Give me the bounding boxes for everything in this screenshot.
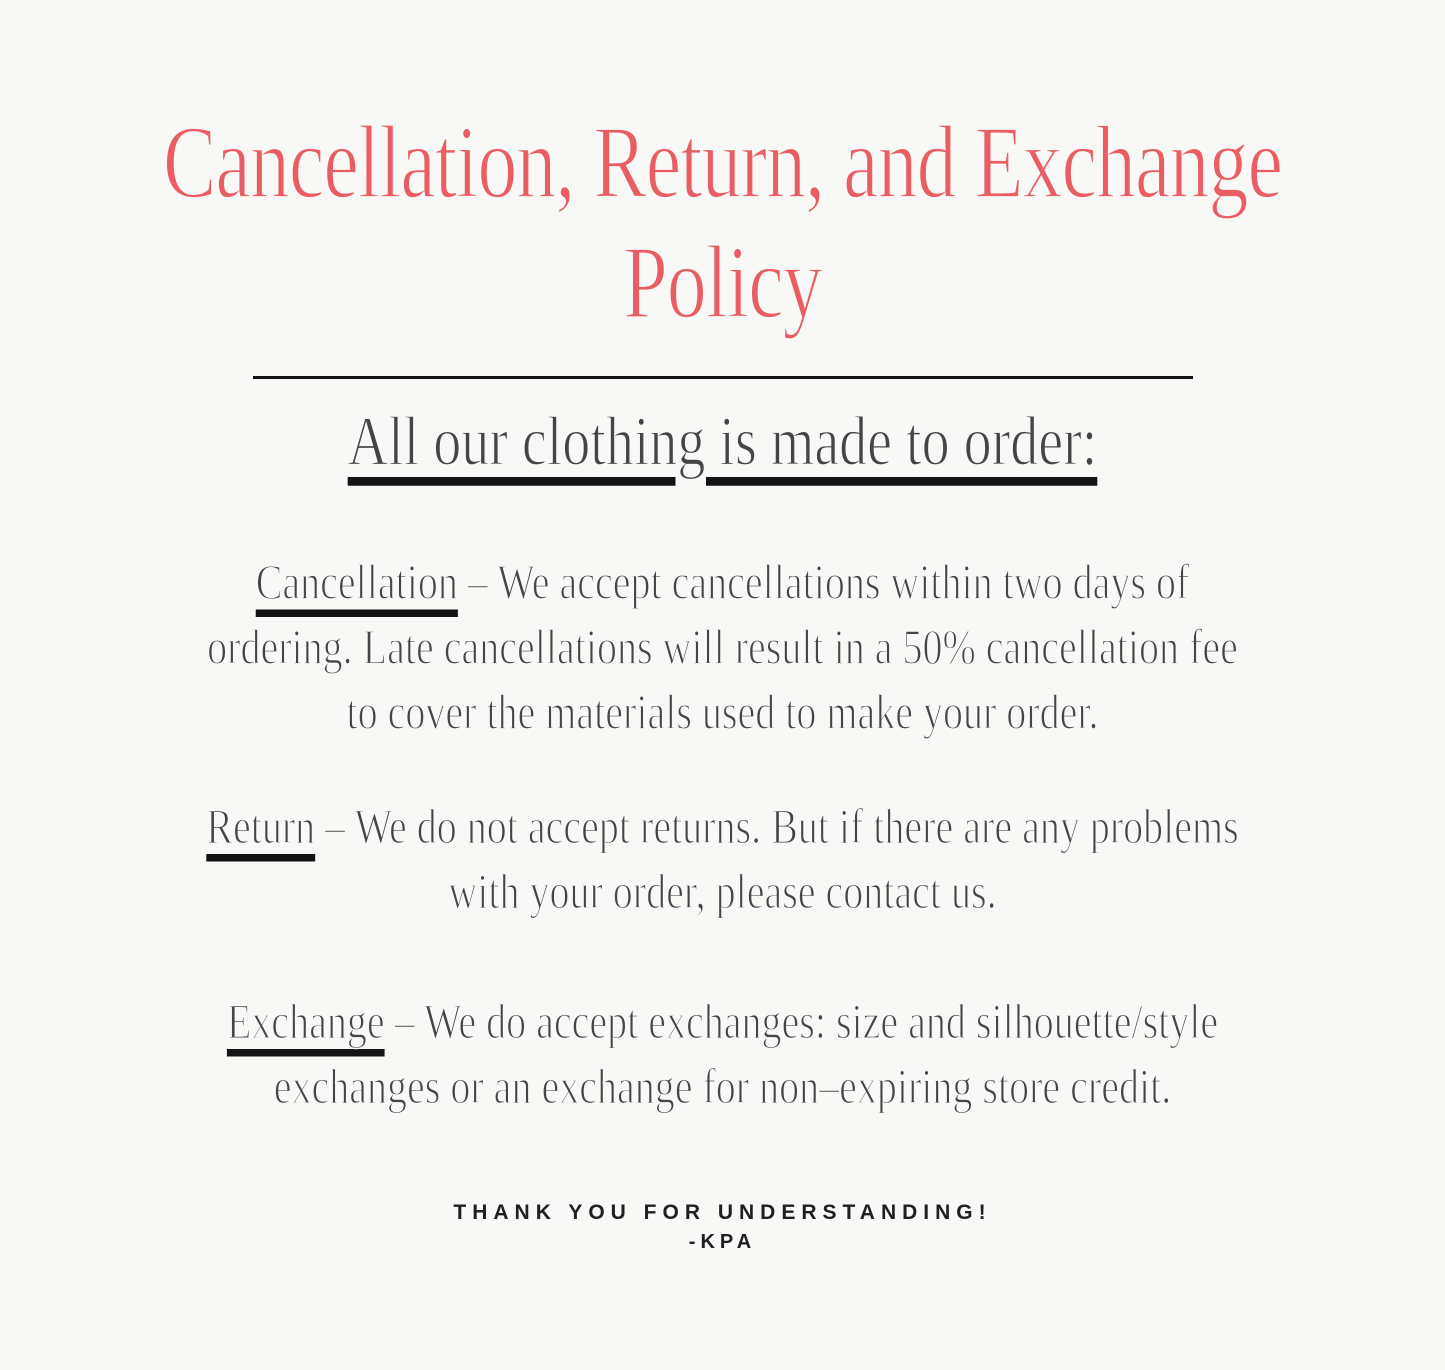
title-line-2: Policy <box>623 225 822 341</box>
page-title <box>0 0 1445 343</box>
footer-signature: -KPA <box>688 1231 757 1253</box>
policy-paragraph-return <box>53 794 1393 924</box>
return-line-2: with your order, please contact us. <box>448 862 997 919</box>
title-divider <box>253 376 1193 379</box>
exchange-line-2: exchanges or an exchange for non–expiring store credit. <box>273 1057 1172 1114</box>
made-to-order-heading-text: All our clothing is made to order: <box>347 403 1098 481</box>
footer <box>0 1198 1445 1256</box>
return-line-1: – We do not accept returns. But if there are any problems <box>325 797 1239 854</box>
policy-paragraph-exchange <box>53 989 1393 1119</box>
cancellation-line-2: ordering. Late cancellations will result in a 50% cancellation fee <box>207 618 1238 675</box>
return-lead: Return <box>206 797 316 854</box>
made-to-order-heading <box>0 398 1445 486</box>
footer-thanks: THANK YOU FOR UNDERSTANDING! <box>453 1201 992 1224</box>
cancellation-line-1: – We accept cancellations within two days of <box>467 553 1190 610</box>
title-line-1: Cancellation, Return, and Exchange <box>163 106 1282 221</box>
cancellation-lead: Cancellation <box>255 553 458 610</box>
exchange-lead: Exchange <box>226 992 385 1049</box>
exchange-line-1: – We do accept exchanges: size and silhouette/style <box>394 992 1219 1049</box>
policy-paragraph-cancellation <box>53 550 1393 745</box>
cancellation-line-3: to cover the materials used to make your order. <box>346 683 1099 740</box>
